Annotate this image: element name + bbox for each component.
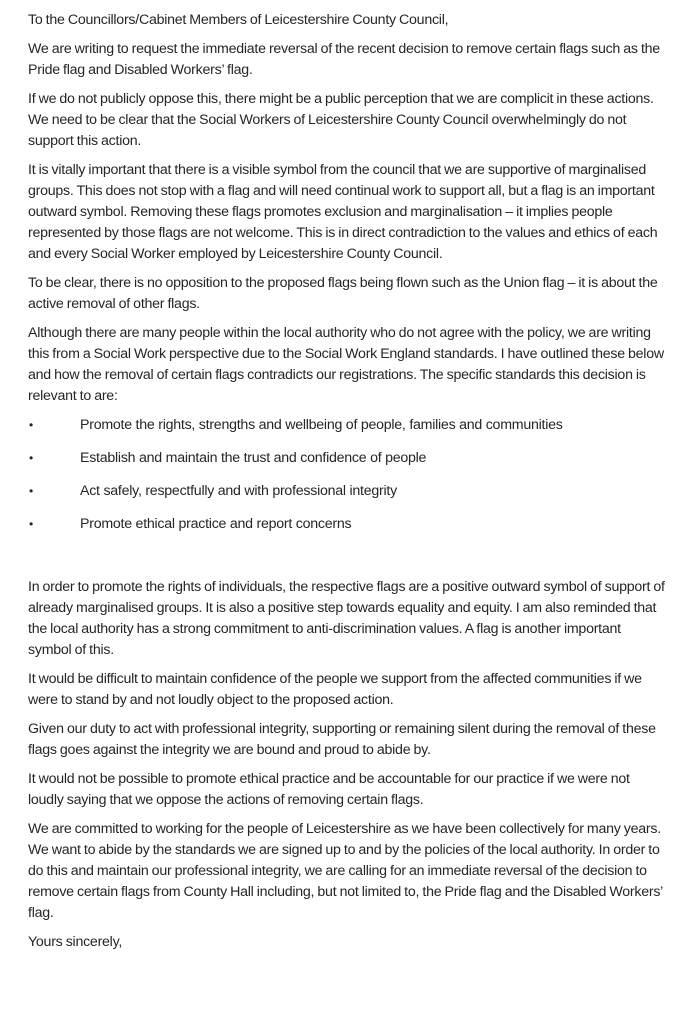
bullet-icon: •: [29, 517, 33, 531]
spacer: [28, 547, 666, 577]
paragraph-visible-symbol: It is vitally important that there is a visible symbol from the council that we are supportive of marginalised groups. This does not stop with a flag and will need continual work to support all, but a flag is an important outward symbol. Removing these flags promotes exclusion and marginalisation – it implies people represented by those flags are not welcome. This is in direct contradiction to the values and ethics of each and every Social Worker employed by Leicestershire County Council.: [28, 162, 658, 262]
bullet-icon: •: [29, 418, 33, 432]
list-item: [28, 481, 666, 502]
bullet-icon: •: [29, 484, 33, 498]
standards-list: [28, 415, 666, 535]
closing: Yours sincerely,: [28, 934, 123, 950]
paragraph-standards-intro: Although there are many people within the local authority who do not agree with the policy, we are writing this from a Social Work perspective due to the Social Work England standards. I have outlined these below and how the removal of certain flags contradicts our registrations. The specific standards this decision is relevant to are:: [28, 325, 664, 404]
paragraph-ethical-practice: It would not be possible to promote ethical practice and be accountable for our practice if we were not loudly saying that we oppose the actions of removing certain flags.: [28, 771, 630, 808]
paragraph-integrity: Given our duty to act with professional integrity, supporting or remaining silent during the removal of these flags goes against the integrity we are bound and proud to abide by.: [28, 721, 656, 758]
list-item-text: Act safely, respectfully and with professional integrity: [80, 483, 397, 499]
list-item-text: Promote ethical practice and report concerns: [80, 516, 352, 532]
list-item: [28, 514, 666, 535]
list-item: [28, 415, 666, 436]
paragraph-commitment: We are committed to working for the people of Leicestershire as we have been collectively for many years. We want to abide by the standards we are signed up to and by the policies of the local authority. In order to do this and maintain our professional integrity, we are calling for an immediate reversal of the decision to remove certain flags from County Hall including, but not limited to, the Pride flag and the Disabled Workers’ flag.: [28, 821, 663, 921]
bullet-icon: •: [29, 451, 33, 465]
list-item-text: Promote the rights, strengths and wellbeing of people, families and communities: [80, 417, 563, 433]
paragraph-union-flag: To be clear, there is no opposition to the proposed flags being flown such as the Union flag – it is about the active removal of other flags.: [28, 275, 658, 312]
list-item-text: Establish and maintain the trust and confidence of people: [80, 450, 427, 466]
salutation: To the Councillors/Cabinet Members of Leicestershire County Council,: [28, 12, 449, 28]
paragraph-request: We are writing to request the immediate reversal of the recent decision to remove certain flags such as the Pride flag and Disabled Workers’ flag.: [28, 41, 660, 78]
paragraph-perception: If we do not publicly oppose this, there might be a public perception that we are complicit in these actions. We need to be clear that the Social Workers of Leicestershire County Council overwhelmingly do not support this action.: [28, 91, 654, 149]
paragraph-confidence: It would be difficult to maintain confidence of the people we support from the affected communities if we were to stand by and not loudly object to the proposed action.: [28, 671, 642, 708]
paragraph-rights: In order to promote the rights of individuals, the respective flags are a positive outward symbol of support of already marginalised groups. It is also a positive step towards equality and equity. I am also reminded that the local authority has a strong commitment to anti-discrimination values. A flag is another important symbol of this.: [28, 579, 665, 658]
list-item: [28, 448, 666, 469]
